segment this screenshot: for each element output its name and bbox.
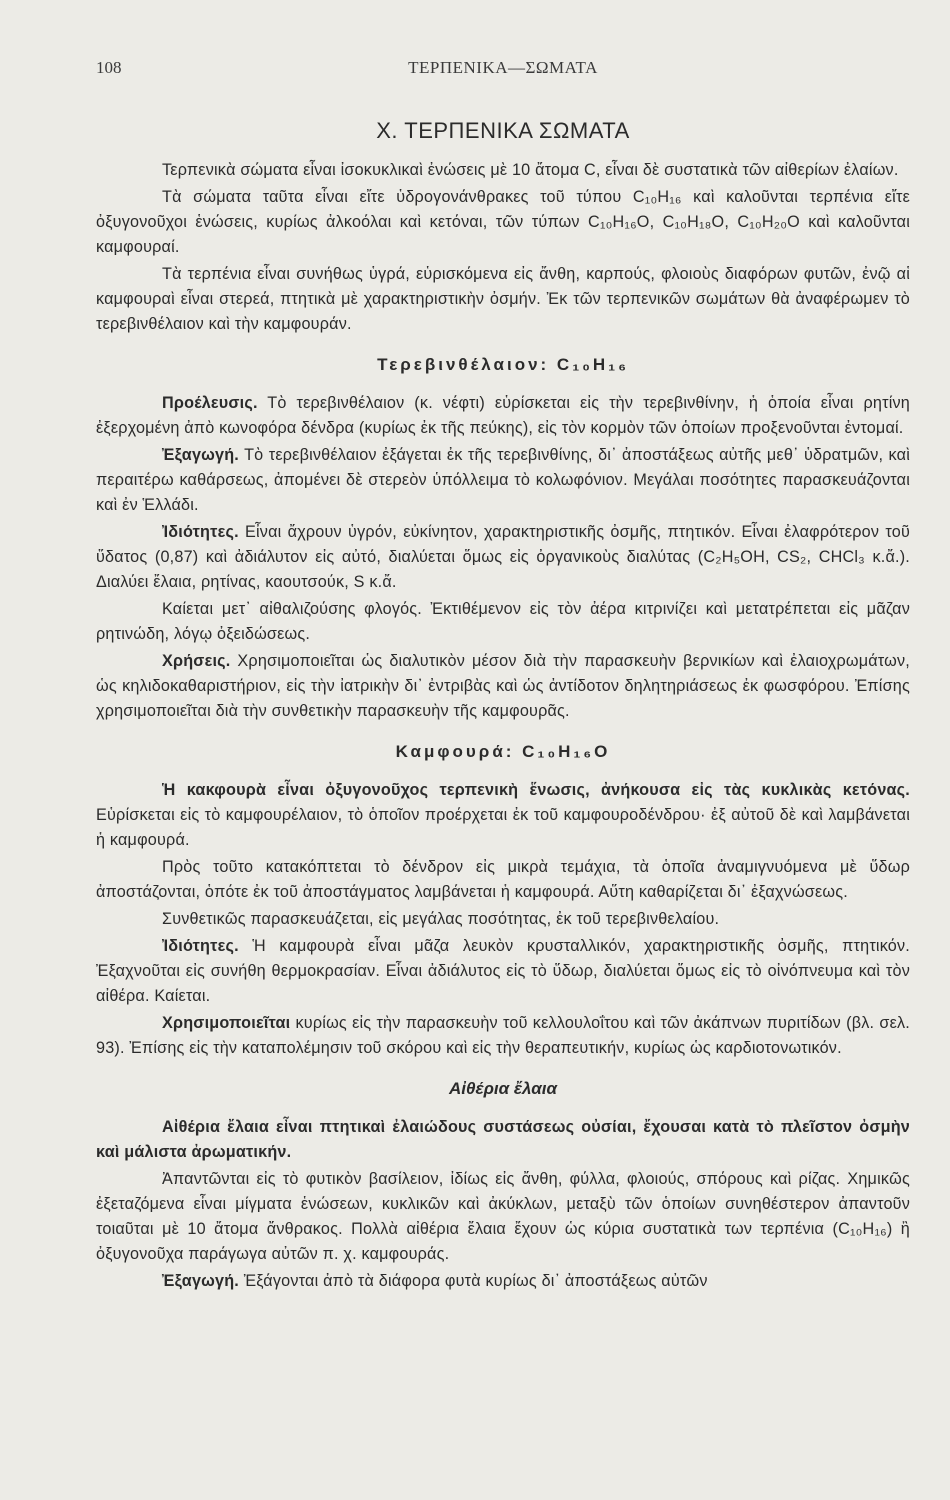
running-head: [96, 58, 910, 84]
uses-label: Χρήσεις.: [162, 652, 231, 670]
properties-text: Εἶναι ἄχρουν ὑγρόν, εὐκίνητον, χαρακτηριστικῆς ὀσμῆς, πτητικόν. Εἶναι ἐλαφρότερον τοῦ ὕδατος (0,87) καὶ ἀδιάλυτον εἰς αὐτό, διαλύεται ὅμως εἰς ὀργανικοὺς διαλύτας (C₂H₅OH, CS₂, CHCl₃ κ.ἄ.). Διαλύει ἔλαια, ρητίνας, καουτσούκ, S κ.ἄ.: [96, 523, 910, 591]
camphor-definition: [96, 778, 910, 853]
camphor-synthesis: Συνθετικῶς παρασκευάζεται, εἰς μεγάλας ποσότητας, ἐκ τοῦ τερεβινθελαίου.: [162, 910, 720, 928]
essential-oils-extraction: [96, 1269, 910, 1294]
running-title: ΤΕΡΠΕΝΙΚΑ—ΣΩΜΑΤΑ: [408, 58, 598, 77]
section-title-essential-oils: Αἰθέρια ἔλαια: [448, 1079, 558, 1098]
chapter-title: Χ. ΤΕΡΠΕΝΙΚΑ ΣΩΜΑΤΑ: [376, 118, 630, 143]
uses-text: Χρησιμοποιεῖται ὡς διαλυτικὸν μέσον διὰ τὴν παρασκευὴν βερνικίων καὶ ἐλαιοχρωμάτων, ὡς κηλιδοκαθαριστήριον, εἰς τὴν ἰατρικὴν δι᾽ ἐντριβὰς καὶ ὡς ἀντίδοτον δηλητηριάσεως ἐκ φωσφόρου. Ἐπίσης χρησιμοποιεῖται διὰ τὴν συνθετικὴν παρασκευὴν τῆς καμφουρᾶς.: [96, 652, 910, 720]
essential-oils-extraction-label: Ἐξαγωγή.: [162, 1272, 240, 1290]
intro-paragraph: Τερπενικὰ σώματα εἶναι ἰσοκυκλικαὶ ἐνώσεις μὲ 10 ἄτομα C, εἶναι δὲ συστατικὰ τῶν αἰθερίων ἐλαίων.: [162, 161, 899, 179]
turpentine-uses: [96, 649, 910, 724]
section-title-camphor: Καμφουρά: C₁₀H₁₆O: [395, 742, 611, 761]
intro-paragraph: Τὰ σώματα ταῦτα εἶναι εἴτε ὑδρογονάνθρακες τοῦ τύπου C₁₀H₁₆ καὶ καλοῦνται τερπένια εἴτε ὀξυγονοῦχοι ἑνώσεις, κυρίως ἀλκοόλαι καὶ κετόναι, τῶν τύπων C₁₀H₁₆O, C₁₀H₁₈O, C₁₀H₂₀O καὶ καλοῦνται καμφουραί.: [96, 188, 910, 256]
turpentine-origin: [96, 391, 910, 441]
camphor-text: Εὑρίσκεται εἰς τὸ καμφουρέλαιον, τὸ ὁποῖον προέρχεται ἐκ τοῦ καμφουροδένδρου· ἐξ αὐτοῦ δὲ καὶ λαμβάνεται ἡ καμφουρά.: [96, 806, 910, 849]
essential-oils-occurrence: Ἀπαντῶνται εἰς τὸ φυτικὸν βασίλειον, ἰδίως εἰς ἄνθη, φύλλα, φλοιούς, σπόρους καὶ ρίζας. Χημικῶς ἐξεταζόμενα εἶναι μίγματα ἑνώσεων, κυκλικῶν καὶ ἀκύκλων, μεταξὺ τῶν ὁποίων συνηθέστερον ἀπαντοῦν τοιαῦται μὲ 10 ἄτομα ἄνθρακος. Πολλὰ αἰθέρια ἔλαια ἔχουν ὡς κύρια συστατικὰ των τερπένια (C₁₀H₁₆) ἢ ὀξυγονοῦχα παράγωγα αὐτῶν π. χ. καμφουράς.: [96, 1170, 910, 1263]
camphor-uses-label: Χρησιμοποιεῖται: [162, 1014, 291, 1032]
extraction-label: Ἐξαγωγή.: [162, 446, 240, 464]
page-number: 108: [96, 58, 122, 77]
essential-oils-extraction-text: Ἐξάγονται ἀπὸ τὰ διάφορα φυτὰ κυρίως δι᾽ ἀποστάξεως αὐτῶν: [243, 1272, 708, 1290]
properties-label: Ἰδιότητες.: [162, 523, 239, 541]
section-title-turpentine: Τερεβινθέλαιον: C₁₀H₁₆: [377, 355, 629, 374]
camphor-uses-text: κυρίως εἰς τὴν παρασκευὴν τοῦ κελλουλοΐτου καὶ τῶν ἀκάπνων πυριτίδων (βλ. σελ. 93). Ἐπίσης εἰς τὴν καταπολέμησιν τοῦ σκόρου καὶ εἰς τὴν θεραπευτικήν, κυρίως ὡς καρδιοτονωτικόν.: [96, 1014, 910, 1057]
turpentine-extraction: [96, 443, 910, 518]
extraction-text: Τὸ τερεβινθέλαιον ἐξάγεται ἐκ τῆς τερεβινθίνης, δι᾽ ἀποστάξεως αὐτῆς μεθ᾽ ὑδρατμῶν, καὶ περαιτέρω καθάρσεως, ἀπομένει δὲ στερεὸν ὑπόλλειμα τὸ κολωφόνιον. Μεγάλαι ποσότητες παρασκευάζονται καὶ ἐν Ἑλλάδι.: [96, 446, 910, 514]
camphor-lead: Ἡ κακφουρὰ εἶναι ὀξυγονοῦχος τερπενικὴ ἕνωσις, ἀνήκουσα εἰς τὰς κυκλικὰς κετόνας.: [162, 781, 910, 799]
camphor-properties-label: Ἰδιότητες.: [162, 937, 239, 955]
camphor-preparation: Πρὸς τοῦτο κατακόπτεται τὸ δένδρον εἰς μικρὰ τεμάχια, τὰ ὁποῖα ἀναμιγνυόμενα μὲ ὕδωρ ἀποστάζονται, ὁπότε ἐκ τοῦ ἀποστάγματος λαμβάνεται ἡ καμφουρά. Αὕτη καθαρίζεται δι᾽ ἐξαχνώσεως.: [96, 858, 910, 901]
origin-text: Τὸ τερεβινθέλαιον (κ. νέφτι) εὑρίσκεται εἰς τὴν τερεβινθίνην, ἡ ὁποία εἶναι ρητίνη ἐξερχομένη ἀπὸ κωνοφόρα δένδρα (κυρίως ἐκ τῆς πεύκης), εἰς τὸν κορμὸν τῶν ὁποίων προξενοῦνται ἐντομαί.: [96, 394, 910, 437]
intro-paragraph: Τὰ τερπένια εἶναι συνήθως ὑγρά, εὑρισκόμενα εἰς ἄνθη, καρπούς, φλοιοὺς διαφόρων φυτῶν, ἐνῷ αἱ καμφουραὶ εἶναι στερεά, πτητικὰ μὲ χαρακτηριστικὴν ὀσμήν. Ἐκ τῶν τερπενικῶν σωμάτων θὰ ἀναφέρωμεν τὸ τερεβινθέλαιον καὶ τὴν καμφουράν.: [96, 265, 910, 333]
essential-oils-definition: [96, 1115, 910, 1165]
turpentine-properties: [96, 520, 910, 595]
camphor-properties: [96, 934, 910, 1009]
origin-label: Προέλευσις.: [162, 394, 258, 412]
turpentine-burning: Καίεται μετ᾽ αἰθαλιζούσης φλογός. Ἐκτιθέμενον εἰς τὸν ἀέρα κιτρινίζει καὶ μετατρέπεται εἰς μᾶζαν ρητινώδη, λόγῳ ὀξειδώσεως.: [96, 600, 910, 643]
camphor-properties-text: Ἡ καμφουρὰ εἶναι μᾶζα λευκὸν κρυσταλλικόν, χαρακτηριστικῆς ὀσμῆς, πτητικόν. Ἐξαχνοῦται εἰς συνήθη θερμοκρασίαν. Εἶναι ἀδιάλυτος εἰς τὸ ὕδωρ, διαλύεται ὅμως εἰς τὸ οἰνόπνευμα καὶ τὸν αἰθέρα. Καίεται.: [96, 937, 910, 1005]
essential-oils-lead: Αἰθέρια ἔλαια εἶναι πτητικαὶ ἐλαιώδους συστάσεως οὐσίαι, ἔχουσαι κατὰ τὸ πλεῖστον ὀσμὴν καὶ μάλιστα ἀρωματικήν.: [96, 1118, 910, 1161]
camphor-uses: [96, 1011, 910, 1061]
